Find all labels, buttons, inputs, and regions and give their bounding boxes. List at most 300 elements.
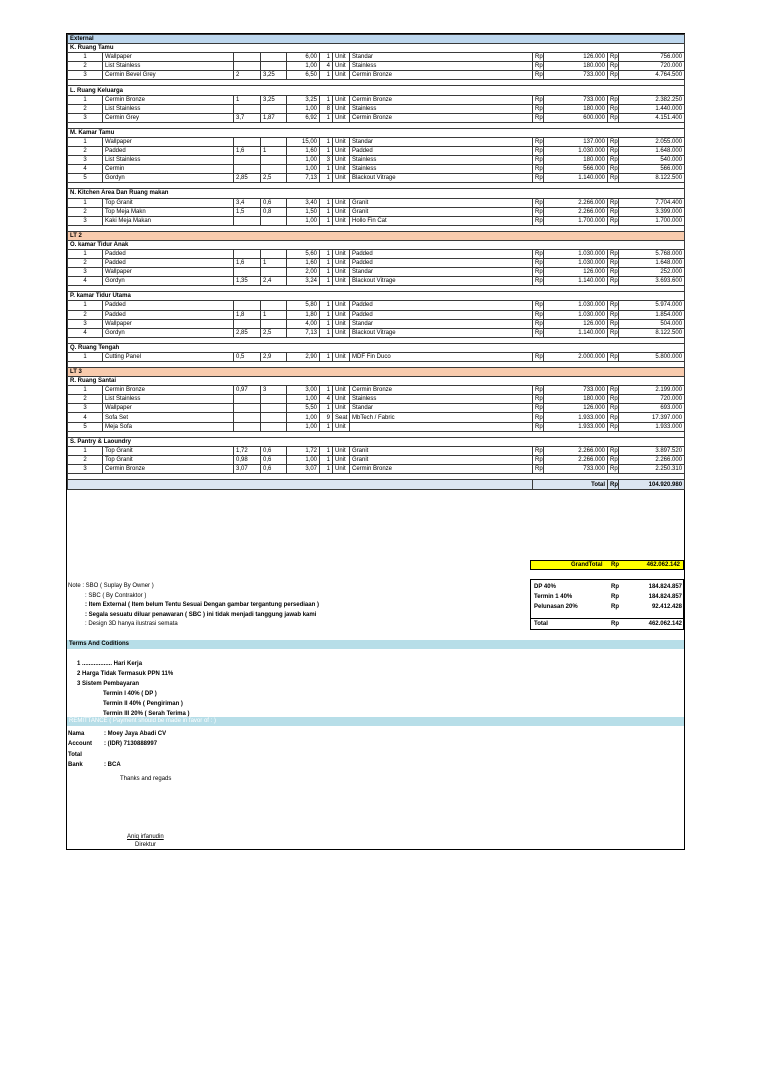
cell-mat: Cermin Bronze <box>350 95 533 104</box>
cell-unit: Unit <box>333 386 350 395</box>
cell-h: 0,6 <box>261 198 287 207</box>
cell-name: Cermin Bronze <box>103 464 234 473</box>
cell-rp2: Rp <box>608 174 619 183</box>
cell-no: 1 <box>68 137 103 146</box>
table-row <box>68 268 685 277</box>
cell-total: 2.250.310 <box>619 464 685 473</box>
cell-no: 2 <box>68 104 103 113</box>
cell-total: 1.854.000 <box>619 310 685 319</box>
table-row <box>68 198 685 207</box>
table-row <box>68 301 685 310</box>
cell-total: 756.000 <box>619 53 685 62</box>
cell-total: 2.055.000 <box>619 137 685 146</box>
cell-qty: 1 <box>320 165 333 174</box>
cell-h <box>261 137 287 146</box>
cell-unit: Unit <box>333 53 350 62</box>
cell-w <box>234 395 261 404</box>
cell-h: 3,25 <box>261 71 287 80</box>
cell-qty: 1 <box>320 71 333 80</box>
cell-h: 2,5 <box>261 328 287 337</box>
room-heading-row <box>68 86 685 95</box>
cell-total: 2.382.250 <box>619 95 685 104</box>
cell-vol: 6,50 <box>287 71 320 80</box>
grand-total-label: GrandTotal <box>571 562 603 568</box>
cell-no: 2 <box>68 455 103 464</box>
table-row <box>68 137 685 146</box>
cell-qty: 1 <box>320 147 333 156</box>
cell-h <box>261 301 287 310</box>
cell-vol: 6,92 <box>287 113 320 122</box>
cell-rp2: Rp <box>608 156 619 165</box>
cell-mat: Stainless <box>350 156 533 165</box>
cell-name: Padded <box>103 310 234 319</box>
cell-no: 2 <box>68 395 103 404</box>
cell-price: 180.000 <box>544 156 608 165</box>
heading-label: M. Kamar Tamu <box>68 128 685 137</box>
cell-w: 0,5 <box>234 352 261 361</box>
cell-rp2: Rp <box>608 413 619 422</box>
cell-price: 1.030.000 <box>544 301 608 310</box>
cell-w <box>234 156 261 165</box>
cell-price: 2.000.000 <box>544 352 608 361</box>
cell-total: 1.648.000 <box>619 147 685 156</box>
remittance-title: REMITTANCE ( Payment should be made in favor of : ) <box>67 717 684 726</box>
cell-no: 1 <box>68 53 103 62</box>
payment-row: Termin 1 40% Rp 184.824.857 <box>534 594 682 600</box>
cell-price: 1.030.000 <box>544 259 608 268</box>
cell-rp1: Rp <box>533 395 544 404</box>
cell-mat: MbTech / Fabric <box>350 413 533 422</box>
cell-vol: 3,00 <box>287 386 320 395</box>
cell-total: 504.000 <box>619 319 685 328</box>
cell-no: 3 <box>68 156 103 165</box>
cell-rp2: Rp <box>608 328 619 337</box>
cell-no: 1 <box>68 198 103 207</box>
cell-rp2: Rp <box>608 216 619 225</box>
cell-unit: Unit <box>333 104 350 113</box>
heading-label: K. Ruang Tamu <box>68 44 685 53</box>
cell-price: 2.266.000 <box>544 198 608 207</box>
cell-rp1: Rp <box>533 62 544 71</box>
cell-mat: Cermin Bronze <box>350 386 533 395</box>
cell-unit: Unit <box>333 147 350 156</box>
cell-rp2: Rp <box>608 422 619 431</box>
table-row <box>68 395 685 404</box>
heading-label: R. Ruang Santai <box>68 377 685 386</box>
cell-price: 2.266.000 <box>544 446 608 455</box>
cell-w: 0,98 <box>234 455 261 464</box>
cell-rp2: Rp <box>608 464 619 473</box>
cell-w: 3,7 <box>234 113 261 122</box>
cell-rp2: Rp <box>608 259 619 268</box>
cell-unit: Unit <box>333 277 350 286</box>
grand-total-value: 462.062.142 <box>646 562 680 568</box>
cell-price: 733.000 <box>544 71 608 80</box>
cell-h: 2,4 <box>261 277 287 286</box>
cell-h <box>261 53 287 62</box>
cell-qty: 1 <box>320 249 333 258</box>
cell-w <box>234 268 261 277</box>
cell-vol: 1,60 <box>287 147 320 156</box>
terms-title: Terms And Coditions <box>67 640 684 649</box>
cell-unit: Unit <box>333 352 350 361</box>
cell-total: 1.440.000 <box>619 104 685 113</box>
cell-rp1: Rp <box>533 464 544 473</box>
cell-mat: Standar <box>350 137 533 146</box>
cell-unit: Unit <box>333 249 350 258</box>
closing-regards: Thanks and regads <box>120 776 172 782</box>
cell-no: 4 <box>68 165 103 174</box>
cell-name: Meja Sofa <box>103 422 234 431</box>
cell-price: 126.000 <box>544 268 608 277</box>
cell-vol: 3,24 <box>287 277 320 286</box>
cell-total: 3.897.520 <box>619 446 685 455</box>
total-rp: Rp <box>608 480 619 490</box>
cell-h <box>261 216 287 225</box>
cell-qty: 1 <box>320 198 333 207</box>
cell-rp2: Rp <box>608 352 619 361</box>
cell-unit: Unit <box>333 165 350 174</box>
table-row <box>68 95 685 104</box>
cell-unit: Unit <box>333 71 350 80</box>
cell-h <box>261 104 287 113</box>
cell-rp2: Rp <box>608 395 619 404</box>
cell-rp1: Rp <box>533 413 544 422</box>
cell-qty: 1 <box>320 259 333 268</box>
cell-h <box>261 62 287 71</box>
cell-vol: 1,72 <box>287 446 320 455</box>
cell-vol: 1,00 <box>287 395 320 404</box>
cell-unit: Unit <box>333 422 350 431</box>
cell-w: 2,85 <box>234 174 261 183</box>
signatory-role: Direktur <box>135 842 157 848</box>
cell-rp1: Rp <box>533 216 544 225</box>
cell-price: 126.000 <box>544 53 608 62</box>
table-row <box>68 207 685 216</box>
cell-w: 1 <box>234 95 261 104</box>
cell-qty: 1 <box>320 216 333 225</box>
cell-vol: 5,50 <box>287 404 320 413</box>
cell-mat: Stainless <box>350 62 533 71</box>
cell-vol: 3,07 <box>287 464 320 473</box>
cell-unit: Unit <box>333 207 350 216</box>
cell-price: 1.933.000 <box>544 422 608 431</box>
cell-name: Cermin Grey <box>103 113 234 122</box>
cell-unit: Unit <box>333 328 350 337</box>
note-line: : Item External ( Item belum Tentu Sesuai Dengan gambar tergantung persediaan ) <box>85 602 319 609</box>
table-row <box>68 53 685 62</box>
cell-name: Cermin Bronze <box>103 95 234 104</box>
cell-rp1: Rp <box>533 137 544 146</box>
cell-vol: 1,00 <box>287 422 320 431</box>
cell-h <box>261 413 287 422</box>
cell-qty: 1 <box>320 174 333 183</box>
cell-w <box>234 422 261 431</box>
cell-mat: Granit <box>350 198 533 207</box>
cell-no: 5 <box>68 422 103 431</box>
cell-rp2: Rp <box>608 104 619 113</box>
cell-vol: 1,50 <box>287 207 320 216</box>
cell-total: 720.000 <box>619 62 685 71</box>
cell-mat: Standar <box>350 268 533 277</box>
cell-no: 2 <box>68 62 103 71</box>
cell-w <box>234 62 261 71</box>
cell-rp2: Rp <box>608 165 619 174</box>
cell-w: 1,6 <box>234 259 261 268</box>
cell-no: 3 <box>68 216 103 225</box>
grand-total-rp: Rp <box>611 562 619 568</box>
cell-h: 1 <box>261 310 287 319</box>
cell-no: 3 <box>68 268 103 277</box>
cell-vol: 6,00 <box>287 53 320 62</box>
cell-name: Cermin Bevel Grey <box>103 71 234 80</box>
cell-name: List Stainless <box>103 156 234 165</box>
cell-rp1: Rp <box>533 198 544 207</box>
payment-row: DP 40% Rp 184.824.857 <box>534 584 682 590</box>
cell-total: 8.122.500 <box>619 174 685 183</box>
payment-row: Pelunasan 20% Rp 92.412.428 <box>534 604 682 610</box>
cell-total: 252.000 <box>619 268 685 277</box>
cell-h: 3 <box>261 386 287 395</box>
cell-name: Wallpaper <box>103 319 234 328</box>
cell-total: 2.199.000 <box>619 386 685 395</box>
table-row <box>68 464 685 473</box>
room-heading-row <box>68 343 685 352</box>
cell-total: 720.000 <box>619 395 685 404</box>
cell-total: 4.151.400 <box>619 113 685 122</box>
cell-qty: 1 <box>320 422 333 431</box>
cell-price: 566.000 <box>544 165 608 174</box>
cell-qty: 1 <box>320 95 333 104</box>
cell-name: List Stainless <box>103 104 234 113</box>
cell-name: Top Meja Makn <box>103 207 234 216</box>
cell-w: 1,5 <box>234 207 261 216</box>
cell-unit: Unit <box>333 216 350 225</box>
cell-rp1: Rp <box>533 207 544 216</box>
cell-name: Kaki Meja Makan <box>103 216 234 225</box>
cell-w <box>234 319 261 328</box>
cell-mat: Cermin Bronze <box>350 71 533 80</box>
cell-no: 4 <box>68 413 103 422</box>
table-row <box>68 413 685 422</box>
cell-h <box>261 319 287 328</box>
cell-rp2: Rp <box>608 147 619 156</box>
cell-total: 5.800.000 <box>619 352 685 361</box>
cell-h: 3,25 <box>261 95 287 104</box>
cell-vol: 1,00 <box>287 156 320 165</box>
cell-rp1: Rp <box>533 95 544 104</box>
table-row <box>68 277 685 286</box>
cell-w <box>234 413 261 422</box>
note-line: : SBC ( By Contraktor ) <box>85 592 147 599</box>
cell-w <box>234 104 261 113</box>
cell-w <box>234 249 261 258</box>
cell-h: 2,5 <box>261 174 287 183</box>
cell-rp1: Rp <box>533 268 544 277</box>
cell-rp1: Rp <box>533 455 544 464</box>
cell-w: 0,97 <box>234 386 261 395</box>
cell-vol: 4,00 <box>287 319 320 328</box>
cell-price: 733.000 <box>544 464 608 473</box>
cell-price: 180.000 <box>544 62 608 71</box>
cell-qty: 1 <box>320 277 333 286</box>
cell-rp1: Rp <box>533 352 544 361</box>
cell-h: 0,6 <box>261 455 287 464</box>
room-heading-row <box>68 240 685 249</box>
table-row <box>68 165 685 174</box>
cell-no: 2 <box>68 207 103 216</box>
floor-heading-row <box>68 368 685 377</box>
cell-unit: Unit <box>333 95 350 104</box>
cell-qty: 1 <box>320 386 333 395</box>
cell-name: Cermin <box>103 165 234 174</box>
cell-w: 3,4 <box>234 198 261 207</box>
cell-total: 17.397.000 <box>619 413 685 422</box>
cell-rp1: Rp <box>533 156 544 165</box>
cell-qty: 1 <box>320 137 333 146</box>
cell-mat: Granit <box>350 207 533 216</box>
cell-name: Wallpaper <box>103 404 234 413</box>
heading-label: LT 3 <box>68 368 685 377</box>
table-row <box>68 147 685 156</box>
cell-price: 2.266.000 <box>544 455 608 464</box>
note-line: : Segala sesuatu diluar penawaran ( SBC ) ini tidak menjadi tanggung jawab kami <box>85 611 317 618</box>
cell-rp1: Rp <box>533 404 544 413</box>
cell-rp2: Rp <box>608 95 619 104</box>
cell-rp2: Rp <box>608 113 619 122</box>
cell-total: 566.000 <box>619 165 685 174</box>
room-heading-row <box>68 437 685 446</box>
cell-total: 5.974.000 <box>619 301 685 310</box>
cell-h <box>261 404 287 413</box>
cell-vol: 2,00 <box>287 268 320 277</box>
cell-h <box>261 249 287 258</box>
cell-rp2: Rp <box>608 137 619 146</box>
cell-name: Wallpaper <box>103 137 234 146</box>
cell-price: 137.000 <box>544 137 608 146</box>
cell-price: 1.933.000 <box>544 413 608 422</box>
cell-rp1: Rp <box>533 422 544 431</box>
cell-rp1: Rp <box>533 147 544 156</box>
cell-h: 2,9 <box>261 352 287 361</box>
cell-w: 3,07 <box>234 464 261 473</box>
cell-rp2: Rp <box>608 319 619 328</box>
payment-schedule <box>530 579 684 630</box>
table-row <box>68 71 685 80</box>
heading-label: O. kamar Tidur Anak <box>68 240 685 249</box>
cell-mat: Standar <box>350 319 533 328</box>
heading-label: LT 2 <box>68 231 685 240</box>
cell-h <box>261 156 287 165</box>
cell-qty: 1 <box>320 310 333 319</box>
cell-rp1: Rp <box>533 301 544 310</box>
cell-qty: 1 <box>320 53 333 62</box>
cell-price: 1.030.000 <box>544 249 608 258</box>
cell-qty: 1 <box>320 464 333 473</box>
cell-no: 3 <box>68 404 103 413</box>
cell-h: 1 <box>261 147 287 156</box>
cell-h: 0,6 <box>261 446 287 455</box>
cell-mat: Standar <box>350 53 533 62</box>
quotation-sheet <box>66 33 685 850</box>
cell-vol: 7,13 <box>287 328 320 337</box>
cell-mat <box>350 422 533 431</box>
cell-total: 7.704.400 <box>619 198 685 207</box>
cell-qty: 1 <box>320 328 333 337</box>
cell-total: 3.399.000 <box>619 207 685 216</box>
table-row <box>68 446 685 455</box>
cell-rp2: Rp <box>608 207 619 216</box>
cell-rp2: Rp <box>608 386 619 395</box>
cell-qty: 3 <box>320 156 333 165</box>
cell-qty: 1 <box>320 352 333 361</box>
cell-rp2: Rp <box>608 198 619 207</box>
total-row <box>68 480 685 490</box>
total-label: Total <box>533 480 608 490</box>
cell-rp1: Rp <box>533 386 544 395</box>
cell-name: Padded <box>103 301 234 310</box>
cell-h <box>261 422 287 431</box>
cell-mat: Padded <box>350 147 533 156</box>
cell-no: 1 <box>68 446 103 455</box>
table-row <box>68 386 685 395</box>
cell-no: 1 <box>68 352 103 361</box>
cell-mat: Cermin Bronze <box>350 113 533 122</box>
cell-unit: Unit <box>333 455 350 464</box>
cell-rp1: Rp <box>533 259 544 268</box>
cell-w: 2 <box>234 71 261 80</box>
cell-h <box>261 395 287 404</box>
cell-price: 1.030.000 <box>544 147 608 156</box>
cell-name: Top Granit <box>103 198 234 207</box>
room-heading-row <box>68 128 685 137</box>
cell-vol: 1,00 <box>287 216 320 225</box>
table-row <box>68 216 685 225</box>
cell-name: List Stainless <box>103 62 234 71</box>
cell-mat: Hollo Fin Cat <box>350 216 533 225</box>
cell-total: 3.693.600 <box>619 277 685 286</box>
cell-vol: 3,40 <box>287 198 320 207</box>
table-row <box>68 249 685 258</box>
cell-vol: 3,25 <box>287 95 320 104</box>
cell-rp1: Rp <box>533 310 544 319</box>
cell-price: 733.000 <box>544 95 608 104</box>
cell-qty: 1 <box>320 113 333 122</box>
cell-mat: Blackout Vitrage <box>350 277 533 286</box>
cell-rp2: Rp <box>608 455 619 464</box>
cell-vol: 1,80 <box>287 310 320 319</box>
items-table <box>67 34 685 490</box>
cell-vol: 2,90 <box>287 352 320 361</box>
cell-total: 2.266.000 <box>619 455 685 464</box>
cell-vol: 1,00 <box>287 104 320 113</box>
cell-qty: 1 <box>320 446 333 455</box>
cell-no: 2 <box>68 259 103 268</box>
cell-name: Gordyn <box>103 174 234 183</box>
cell-w: 1,8 <box>234 310 261 319</box>
cell-vol: 15,00 <box>287 137 320 146</box>
cell-vol: 5,80 <box>287 301 320 310</box>
cell-no: 3 <box>68 113 103 122</box>
room-heading-row <box>68 292 685 301</box>
cell-no: 2 <box>68 147 103 156</box>
cell-name: Cutting Panel <box>103 352 234 361</box>
cell-mat: Padded <box>350 310 533 319</box>
cell-price: 1.140.000 <box>544 328 608 337</box>
cell-qty: 4 <box>320 62 333 71</box>
cell-unit: Unit <box>333 113 350 122</box>
cell-unit: Unit <box>333 395 350 404</box>
